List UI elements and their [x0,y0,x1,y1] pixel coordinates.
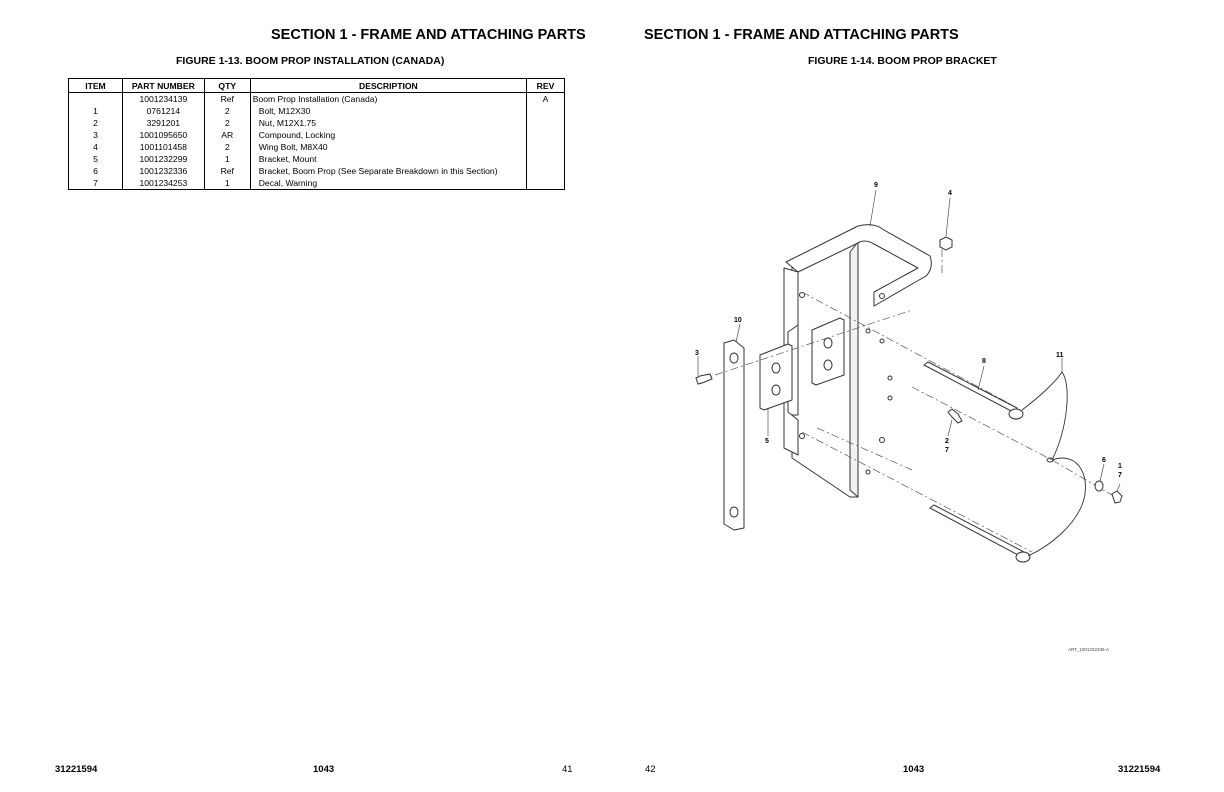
bracket-hole [880,438,885,443]
leader-line-6 [1100,464,1104,481]
cell-item: 2 [69,117,123,129]
leader-line-2 [948,420,952,436]
callout-7: 7 [1118,472,1122,479]
table-header-row [69,79,565,93]
header-description: DESCRIPTION [250,79,526,93]
table-row [69,129,565,141]
centerline [802,432,1032,552]
callout-6: 6 [1102,457,1106,464]
art-id: ART_1001232336-A [1068,647,1109,652]
cell-part-number: 0761214 [122,105,204,117]
leader-line-4 [946,198,950,236]
callout-3: 3 [695,350,699,357]
cell-part-number: 1001234253 [122,177,204,190]
cell-description: Bracket, Mount [250,153,526,165]
cell-qty: 2 [204,105,250,117]
cell-description: Bolt, M12X30 [250,105,526,117]
pin-upper-ring [1009,409,1023,419]
bracket-hole [888,376,892,380]
cell-rev [527,153,565,165]
pin-upper [924,362,1017,412]
cell-part-number: 1001234139 [122,93,204,106]
cell-rev [527,129,565,141]
section-title: SECTION 1 - FRAME AND ATTACHING PARTS [271,27,586,43]
table-row [69,141,565,153]
cell-part-number: 1001095650 [122,129,204,141]
washer [1095,481,1103,491]
cell-qty: 1 [204,177,250,190]
cell-qty: Ref [204,165,250,177]
cell-rev: A [527,93,565,106]
footer-model: 1043 [313,764,335,775]
lanyard-cable-lower [1028,458,1085,556]
cell-item [69,93,123,106]
cell-item: 6 [69,165,123,177]
callout-7: 7 [945,447,949,454]
mount-pad-lower [760,344,792,410]
bracket-hole [880,339,884,343]
cell-rev [527,177,565,190]
cell-item: 5 [69,153,123,165]
cell-description: Nut, M12X1.75 [250,117,526,129]
centerline [912,387,1052,460]
cell-rev [527,165,565,177]
cell-description: Boom Prop Installation (Canada) [250,93,526,106]
footer-model: 1043 [903,764,925,775]
bracket-hole [866,329,870,333]
table-row [69,93,565,106]
cell-item: 3 [69,129,123,141]
cell-qty: AR [204,129,250,141]
cell-description: Decal, Warning [250,177,526,190]
callout-11: 11 [1056,352,1064,359]
cell-qty: 1 [204,153,250,165]
boom-prop-bracket-drawing [612,0,1224,792]
footer-doc-number: 31221594 [55,764,98,775]
bracket-back-plate [850,242,858,497]
cell-part-number: 1001232299 [122,153,204,165]
callout-9: 9 [874,182,878,189]
callout-2: 2 [945,438,949,445]
cell-qty: 2 [204,141,250,153]
section-title: SECTION 1 - FRAME AND ATTACHING PARTS [644,27,959,43]
table-row [69,177,565,190]
pin-lower-ring [1016,552,1030,562]
bolt-item-1 [1112,491,1122,503]
cell-description: Bracket, Boom Prop (See Separate Breakdown in this Section) [250,165,526,177]
wing-bolt [940,237,952,250]
cell-description: Wing Bolt, M8X40 [250,141,526,153]
cell-item: 1 [69,105,123,117]
cell-rev [527,117,565,129]
bracket-hole [866,470,870,474]
header-qty: QTY [204,79,250,93]
bolt-item-2 [948,409,962,423]
table-row [69,117,565,129]
cell-qty: 2 [204,117,250,129]
cell-part-number: 1001232336 [122,165,204,177]
cell-part-number: 1001101458 [122,141,204,153]
leader-line-10 [736,324,740,342]
pin-lower [930,505,1024,556]
cell-rev [527,141,565,153]
bolt-item-3 [696,374,712,384]
header-item: ITEM [69,79,123,93]
figure-title: FIGURE 1-13. BOOM PROP INSTALLATION (CANADA) [176,55,445,67]
callout-8: 8 [982,358,986,365]
footer-page-number: 41 [562,764,573,775]
table-row [69,105,565,117]
callout-5: 5 [765,438,769,445]
table-row [69,165,565,177]
footer-page-number: 42 [645,764,656,775]
leader-line-8 [978,366,984,390]
right-page [612,0,1224,792]
lanyard-cable-upper [1022,372,1067,460]
callout-10: 10 [734,317,742,324]
table-row [69,153,565,165]
callout-1: 1 [1118,463,1122,470]
figure-title: FIGURE 1-14. BOOM PROP BRACKET [808,55,997,67]
mount-pad-upper [812,318,844,385]
cell-part-number: 3291201 [122,117,204,129]
cell-item: 4 [69,141,123,153]
callout-4: 4 [948,190,952,197]
header-rev: REV [527,79,565,93]
cell-qty: Ref [204,93,250,106]
cell-description: Compound, Locking [250,129,526,141]
bracket-hole [888,396,892,400]
cell-rev [527,105,565,117]
leader-line-9 [870,190,876,226]
header-part-number: PART NUMBER [122,79,204,93]
footer-doc-number: 31221594 [1118,764,1161,775]
parts-table [68,78,565,190]
cell-item: 7 [69,177,123,190]
leader-line-1 [1117,484,1120,491]
